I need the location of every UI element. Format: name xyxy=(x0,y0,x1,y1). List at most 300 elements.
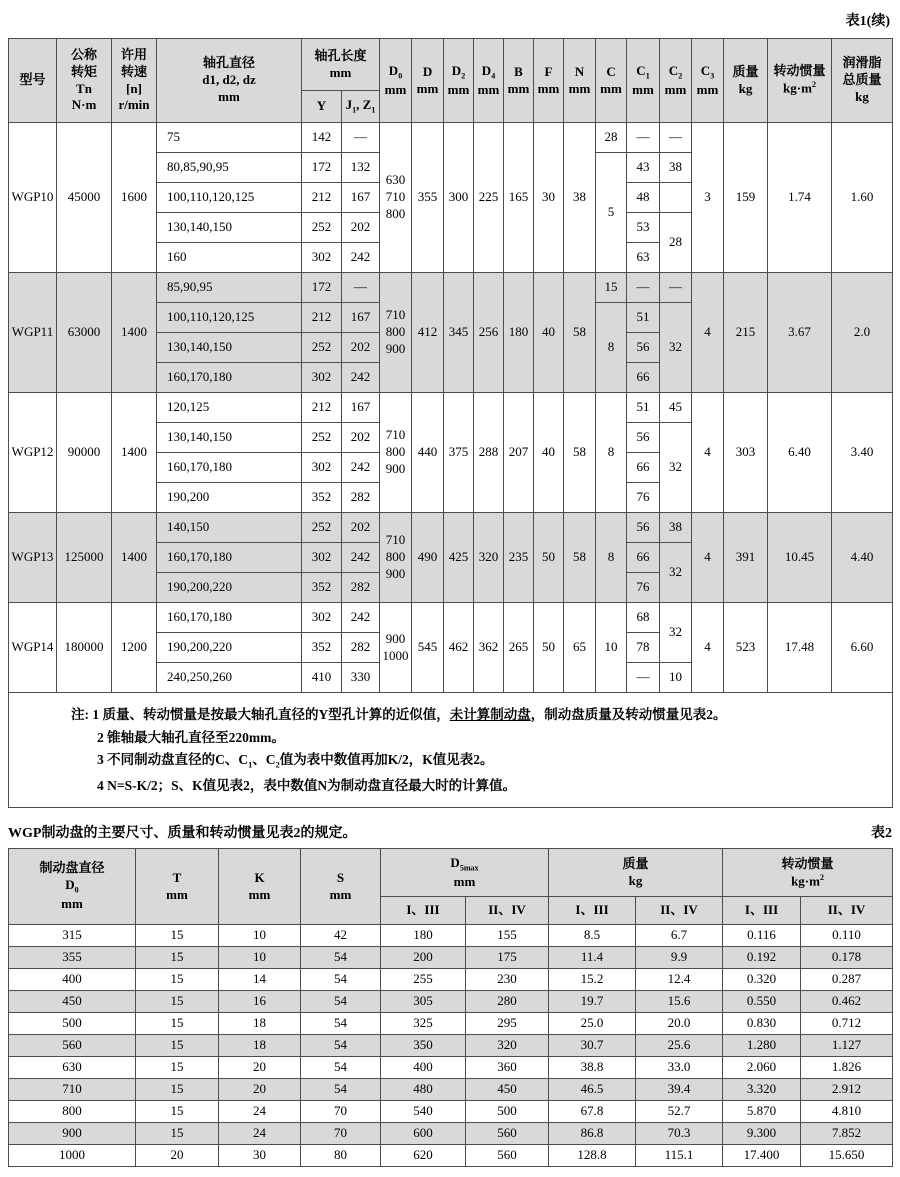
data-cell: 302 xyxy=(302,243,342,273)
data-cell: 6.60 xyxy=(832,603,893,693)
data-cell: 212 xyxy=(302,393,342,423)
data-cell: WGP13 xyxy=(9,513,57,603)
data-cell: 28 xyxy=(660,213,692,273)
data-cell: 56 xyxy=(627,423,660,453)
header-cell: I、III xyxy=(549,897,636,925)
data-cell: 2.060 xyxy=(723,1057,801,1079)
data-cell: 240,250,260 xyxy=(157,663,302,693)
data-cell: 202 xyxy=(342,513,380,543)
data-cell: 65 xyxy=(564,603,596,693)
data-cell: WGP12 xyxy=(9,393,57,513)
data-cell: 159 xyxy=(724,123,768,273)
data-cell: 180 xyxy=(504,273,534,393)
data-cell: — xyxy=(660,273,692,303)
table-row xyxy=(9,273,893,303)
data-cell: 30 xyxy=(534,123,564,273)
data-cell: 10 xyxy=(219,925,301,947)
data-cell: 56 xyxy=(627,333,660,363)
data-cell: WGP11 xyxy=(9,273,57,393)
data-cell: WGP10 xyxy=(9,123,57,273)
data-cell: 303 xyxy=(724,393,768,513)
data-cell: — xyxy=(627,663,660,693)
data-cell: 130,140,150 xyxy=(157,423,302,453)
data-cell: 32 xyxy=(660,303,692,393)
data-cell: 11.4 xyxy=(549,947,636,969)
table-row xyxy=(9,1035,893,1057)
data-cell: 900 1000 xyxy=(380,603,412,693)
data-cell: — xyxy=(627,123,660,153)
data-cell: 25.0 xyxy=(549,1013,636,1035)
data-cell: 252 xyxy=(302,423,342,453)
data-cell: WGP14 xyxy=(9,603,57,693)
data-cell: 19.7 xyxy=(549,991,636,1013)
data-cell: 305 xyxy=(381,991,466,1013)
data-cell: 256 xyxy=(474,273,504,393)
data-cell: 53 xyxy=(627,213,660,243)
data-cell: 10 xyxy=(596,603,627,693)
data-cell: 440 xyxy=(412,393,444,513)
header-cell: 质量 kg xyxy=(549,849,723,897)
header-cell: 质量 kg xyxy=(724,39,768,123)
data-cell: 167 xyxy=(342,303,380,333)
data-cell: 15 xyxy=(596,273,627,303)
data-cell: 230 xyxy=(466,969,549,991)
header-cell: $D_{5max}$ mm xyxy=(381,849,549,897)
data-cell: 190,200,220 xyxy=(157,633,302,663)
intro-paragraph-row xyxy=(8,822,892,842)
data-cell: 282 xyxy=(342,573,380,603)
data-cell: 190,200 xyxy=(157,483,302,513)
data-cell: 710 800 900 xyxy=(380,393,412,513)
data-cell: 18 xyxy=(219,1013,301,1035)
data-cell: 115.1 xyxy=(636,1145,723,1167)
data-cell: 450 xyxy=(9,991,136,1013)
data-cell: 710 800 900 xyxy=(380,273,412,393)
header-cell: F mm xyxy=(534,39,564,123)
header-cell: N mm xyxy=(564,39,596,123)
data-cell: 630 xyxy=(9,1057,136,1079)
data-cell: 450 xyxy=(466,1079,549,1101)
data-cell: 600 xyxy=(381,1123,466,1145)
data-cell: 125000 xyxy=(57,513,112,603)
header-cell: I、III xyxy=(723,897,801,925)
data-cell: 32 xyxy=(660,423,692,513)
data-cell: 3.67 xyxy=(768,273,832,393)
data-cell: 412 xyxy=(412,273,444,393)
data-cell: 165 xyxy=(504,123,534,273)
data-cell: 20 xyxy=(136,1145,219,1167)
data-cell: 58 xyxy=(564,273,596,393)
data-cell: 4 xyxy=(692,393,724,513)
header-cell: II、IV xyxy=(801,897,893,925)
data-cell: 167 xyxy=(342,393,380,423)
table-row xyxy=(9,925,893,947)
data-cell: 325 xyxy=(381,1013,466,1035)
header-cell: 许用 转速 [n] r/min xyxy=(112,39,157,123)
data-cell: 38 xyxy=(660,513,692,543)
data-cell: 225 xyxy=(474,123,504,273)
table-row xyxy=(9,1101,893,1123)
data-cell: 560 xyxy=(466,1145,549,1167)
header-cell: 转动惯量 $kg\cdot m^2$ xyxy=(723,849,893,897)
data-cell: 345 xyxy=(444,273,474,393)
notes-row xyxy=(9,693,893,808)
data-cell: 172 xyxy=(302,273,342,303)
header-cell: $C_1$ mm xyxy=(627,39,660,123)
header-cell: $D_0$ mm xyxy=(380,39,412,123)
data-cell: 425 xyxy=(444,513,474,603)
data-cell xyxy=(660,183,692,213)
note-line: 注: 1 质量、转动惯量是按最大轴孔直径的Y型孔计算的近似值，未计算制动盘，制动盘质量及转动惯量见表2。 xyxy=(71,707,727,722)
data-cell: 80 xyxy=(301,1145,381,1167)
data-cell: 15.6 xyxy=(636,991,723,1013)
table-row xyxy=(9,1123,893,1145)
table-row xyxy=(9,991,893,1013)
data-cell: 252 xyxy=(302,213,342,243)
data-cell: 15 xyxy=(136,969,219,991)
data-cell: 54 xyxy=(301,947,381,969)
data-cell: 3.40 xyxy=(832,393,893,513)
header-row xyxy=(9,849,893,897)
data-cell: 545 xyxy=(412,603,444,693)
data-cell: 295 xyxy=(466,1013,549,1035)
data-cell: 24 xyxy=(219,1101,301,1123)
header-cell: $D_4$ mm xyxy=(474,39,504,123)
data-cell: 167 xyxy=(342,183,380,213)
table-row xyxy=(9,947,893,969)
header-cell: 润滑脂 总质量 kg xyxy=(832,39,893,123)
data-cell: 0.320 xyxy=(723,969,801,991)
data-cell: 7.852 xyxy=(801,1123,893,1145)
data-cell: 70.3 xyxy=(636,1123,723,1145)
data-cell: 410 xyxy=(302,663,342,693)
data-cell: 1200 xyxy=(112,603,157,693)
data-cell: 39.4 xyxy=(636,1079,723,1101)
header-cell: II、IV xyxy=(636,897,723,925)
table-row xyxy=(9,1079,893,1101)
data-cell: 175 xyxy=(466,947,549,969)
data-cell: 63000 xyxy=(57,273,112,393)
data-cell: 0.192 xyxy=(723,947,801,969)
data-cell: 282 xyxy=(342,633,380,663)
data-cell: 180000 xyxy=(57,603,112,693)
data-cell: 15 xyxy=(136,947,219,969)
data-cell: 10 xyxy=(660,663,692,693)
data-cell: 56 xyxy=(627,513,660,543)
data-cell: 252 xyxy=(302,333,342,363)
data-cell: 235 xyxy=(504,513,534,603)
data-cell: 9.300 xyxy=(723,1123,801,1145)
data-cell: 68 xyxy=(627,603,660,633)
data-cell: 202 xyxy=(342,213,380,243)
data-cell: 5 xyxy=(596,153,627,273)
data-cell: — xyxy=(342,123,380,153)
table-row xyxy=(9,1013,893,1035)
data-cell: 242 xyxy=(342,603,380,633)
data-cell: 32 xyxy=(660,543,692,603)
data-cell: 15 xyxy=(136,991,219,1013)
note-line: 3 不同制动盘直径的C、$C_1$、$C_2$值为表中数值再加K/2，K值见表2。 xyxy=(97,752,494,770)
data-cell: 9.9 xyxy=(636,947,723,969)
data-cell: 18 xyxy=(219,1035,301,1057)
data-cell: 70 xyxy=(301,1101,381,1123)
data-cell: 212 xyxy=(302,183,342,213)
data-cell: 180 xyxy=(381,925,466,947)
data-cell: 710 xyxy=(9,1079,136,1101)
data-cell: 302 xyxy=(302,543,342,573)
data-cell: 45000 xyxy=(57,123,112,273)
data-cell: 24 xyxy=(219,1123,301,1145)
data-cell: 202 xyxy=(342,423,380,453)
data-cell: 560 xyxy=(9,1035,136,1057)
data-cell: 20.0 xyxy=(636,1013,723,1035)
data-cell: 0.110 xyxy=(801,925,893,947)
data-cell: 70 xyxy=(301,1123,381,1145)
data-cell: 540 xyxy=(381,1101,466,1123)
data-cell: 8 xyxy=(596,393,627,513)
data-cell: 15 xyxy=(136,1035,219,1057)
data-cell: 0.287 xyxy=(801,969,893,991)
table-row xyxy=(9,393,893,423)
data-cell: 8.5 xyxy=(549,925,636,947)
data-cell: 375 xyxy=(444,393,474,513)
data-cell: 54 xyxy=(301,1035,381,1057)
data-cell: 76 xyxy=(627,483,660,513)
data-cell: 12.4 xyxy=(636,969,723,991)
data-cell: 355 xyxy=(412,123,444,273)
table-row xyxy=(9,603,893,633)
data-cell: 8 xyxy=(596,303,627,393)
data-cell: 202 xyxy=(342,333,380,363)
header-cell: D mm xyxy=(412,39,444,123)
data-cell: 51 xyxy=(627,303,660,333)
data-cell: 15 xyxy=(136,1013,219,1035)
data-cell: 8 xyxy=(596,513,627,603)
data-cell: 0.550 xyxy=(723,991,801,1013)
data-cell: 75 xyxy=(157,123,302,153)
data-cell: 100,110,120,125 xyxy=(157,183,302,213)
header-cell: 型号 xyxy=(9,39,57,123)
data-cell: 1400 xyxy=(112,273,157,393)
data-cell: 120,125 xyxy=(157,393,302,423)
data-cell: 900 xyxy=(9,1123,136,1145)
data-cell: 80,85,90,95 xyxy=(157,153,302,183)
header-cell: 轴孔直径 d1, d2, dz mm xyxy=(157,39,302,123)
data-cell: 15 xyxy=(136,1123,219,1145)
data-cell: 46.5 xyxy=(549,1079,636,1101)
data-cell: 160 xyxy=(157,243,302,273)
data-cell: 3.320 xyxy=(723,1079,801,1101)
data-cell: 15.650 xyxy=(801,1145,893,1167)
data-cell: 265 xyxy=(504,603,534,693)
header-cell: 制动盘直径 $D_0$ mm xyxy=(9,849,136,925)
data-cell: 320 xyxy=(474,513,504,603)
table-row xyxy=(9,123,893,153)
data-cell: 160,170,180 xyxy=(157,543,302,573)
data-cell: 10 xyxy=(219,947,301,969)
data-cell: 66 xyxy=(627,453,660,483)
data-cell: 0.462 xyxy=(801,991,893,1013)
header-cell: 转动惯量 $kg\cdot m^2$ xyxy=(768,39,832,123)
header-cell: T mm xyxy=(136,849,219,925)
data-cell: 48 xyxy=(627,183,660,213)
data-cell: 33.0 xyxy=(636,1057,723,1079)
data-cell: 800 xyxy=(9,1101,136,1123)
data-cell: 242 xyxy=(342,543,380,573)
data-cell: 20 xyxy=(219,1079,301,1101)
table-row xyxy=(9,1145,893,1167)
data-cell: 54 xyxy=(301,969,381,991)
data-cell: 15 xyxy=(136,1101,219,1123)
data-cell: 352 xyxy=(302,573,342,603)
data-cell: 100,110,120,125 xyxy=(157,303,302,333)
data-cell: 0.712 xyxy=(801,1013,893,1035)
data-cell: 10.45 xyxy=(768,513,832,603)
data-cell: 76 xyxy=(627,573,660,603)
data-cell: 2.0 xyxy=(832,273,893,393)
data-cell: 51 xyxy=(627,393,660,423)
data-cell: 16 xyxy=(219,991,301,1013)
data-cell: 54 xyxy=(301,1013,381,1035)
data-cell: 40 xyxy=(534,273,564,393)
data-cell: 4.810 xyxy=(801,1101,893,1123)
data-cell: 330 xyxy=(342,663,380,693)
data-cell: 140,150 xyxy=(157,513,302,543)
data-cell: 4.40 xyxy=(832,513,893,603)
data-cell: 86.8 xyxy=(549,1123,636,1145)
header-cell: Y xyxy=(302,91,342,123)
data-cell: 50 xyxy=(534,513,564,603)
data-cell: 160,170,180 xyxy=(157,363,302,393)
data-cell: 1.280 xyxy=(723,1035,801,1057)
data-cell: 130,140,150 xyxy=(157,213,302,243)
data-cell: 38 xyxy=(660,153,692,183)
header-cell: S mm xyxy=(301,849,381,925)
data-cell: 17.48 xyxy=(768,603,832,693)
header-cell: 轴孔长度 mm xyxy=(302,39,380,91)
data-cell: 54 xyxy=(301,1057,381,1079)
data-cell: 54 xyxy=(301,1079,381,1101)
data-cell: 28 xyxy=(596,123,627,153)
data-cell: 362 xyxy=(474,603,504,693)
table2-label: 表2 xyxy=(871,826,892,842)
data-cell: 4 xyxy=(692,513,724,603)
data-cell: 58 xyxy=(564,513,596,603)
table2-intro-text: WGP制动盘的主要尺寸、质量和转动惯量见表2的规定。 xyxy=(8,826,357,842)
data-cell: 523 xyxy=(724,603,768,693)
data-cell: 360 xyxy=(466,1057,549,1079)
data-cell: 280 xyxy=(466,991,549,1013)
data-cell: 15 xyxy=(136,1079,219,1101)
data-cell: 252 xyxy=(302,513,342,543)
data-cell: 462 xyxy=(444,603,474,693)
data-cell: 25.6 xyxy=(636,1035,723,1057)
data-cell: 490 xyxy=(412,513,444,603)
header-cell: 公称 转矩 Tn N·m xyxy=(57,39,112,123)
data-cell: 0.830 xyxy=(723,1013,801,1035)
note-line: 4 N=S-K/2；S、K值见表2，表中数值N为制动盘直径最大时的计算值。 xyxy=(97,777,517,793)
data-cell: 302 xyxy=(302,603,342,633)
data-cell: 710 800 900 xyxy=(380,513,412,603)
data-cell: 3 xyxy=(692,123,724,273)
data-cell: 242 xyxy=(342,453,380,483)
data-cell: 500 xyxy=(466,1101,549,1123)
data-cell: 480 xyxy=(381,1079,466,1101)
data-cell: 45 xyxy=(660,393,692,423)
data-cell: 160,170,180 xyxy=(157,453,302,483)
data-cell: 1.60 xyxy=(832,123,893,273)
data-cell: 1400 xyxy=(112,513,157,603)
data-cell: 207 xyxy=(504,393,534,513)
data-cell: 32 xyxy=(660,603,692,663)
data-cell: 190,200,220 xyxy=(157,573,302,603)
data-cell: 52.7 xyxy=(636,1101,723,1123)
notes-cell xyxy=(9,693,893,808)
data-cell: 38 xyxy=(564,123,596,273)
data-cell: 350 xyxy=(381,1035,466,1057)
data-cell: 1.127 xyxy=(801,1035,893,1057)
data-cell: 355 xyxy=(9,947,136,969)
table1-continued-label: 表1(续) xyxy=(845,14,890,29)
data-cell: 30.7 xyxy=(549,1035,636,1057)
data-cell: 315 xyxy=(9,925,136,947)
header-cell: $J_1$, $Z_1$ xyxy=(342,91,380,123)
table-row xyxy=(9,1057,893,1079)
data-cell: 215 xyxy=(724,273,768,393)
data-cell: 1400 xyxy=(112,393,157,513)
data-cell: 282 xyxy=(342,483,380,513)
data-cell: 255 xyxy=(381,969,466,991)
data-cell: 300 xyxy=(444,123,474,273)
data-cell: 58 xyxy=(564,393,596,513)
data-cell: 142 xyxy=(302,123,342,153)
data-cell: 302 xyxy=(302,363,342,393)
header-cell: C mm xyxy=(596,39,627,123)
data-cell: 15.2 xyxy=(549,969,636,991)
table-row xyxy=(9,513,893,543)
data-cell: 38.8 xyxy=(549,1057,636,1079)
data-cell: 4 xyxy=(692,603,724,693)
data-cell: 128.8 xyxy=(549,1145,636,1167)
data-cell: 242 xyxy=(342,243,380,273)
data-cell: 6.7 xyxy=(636,925,723,947)
table2-brake-disc-dimensions xyxy=(8,848,893,1167)
data-cell: — xyxy=(660,123,692,153)
data-cell: — xyxy=(342,273,380,303)
data-cell: 160,170,180 xyxy=(157,603,302,633)
table1-coupling-dimensions xyxy=(8,38,893,808)
header-row xyxy=(9,39,893,91)
data-cell: 85,90,95 xyxy=(157,273,302,303)
data-cell: 54 xyxy=(301,991,381,1013)
data-cell: 2.912 xyxy=(801,1079,893,1101)
header-cell: B mm xyxy=(504,39,534,123)
data-cell: 67.8 xyxy=(549,1101,636,1123)
data-cell: 400 xyxy=(9,969,136,991)
data-cell: 5.870 xyxy=(723,1101,801,1123)
data-cell: 1.826 xyxy=(801,1057,893,1079)
data-cell: 132 xyxy=(342,153,380,183)
data-cell: 352 xyxy=(302,483,342,513)
data-cell: 352 xyxy=(302,633,342,663)
data-cell: 242 xyxy=(342,363,380,393)
data-cell: 620 xyxy=(381,1145,466,1167)
data-cell: 155 xyxy=(466,925,549,947)
data-cell: 391 xyxy=(724,513,768,603)
data-cell: 15 xyxy=(136,1057,219,1079)
header-cell: $D_2$ mm xyxy=(444,39,474,123)
data-cell: 30 xyxy=(219,1145,301,1167)
